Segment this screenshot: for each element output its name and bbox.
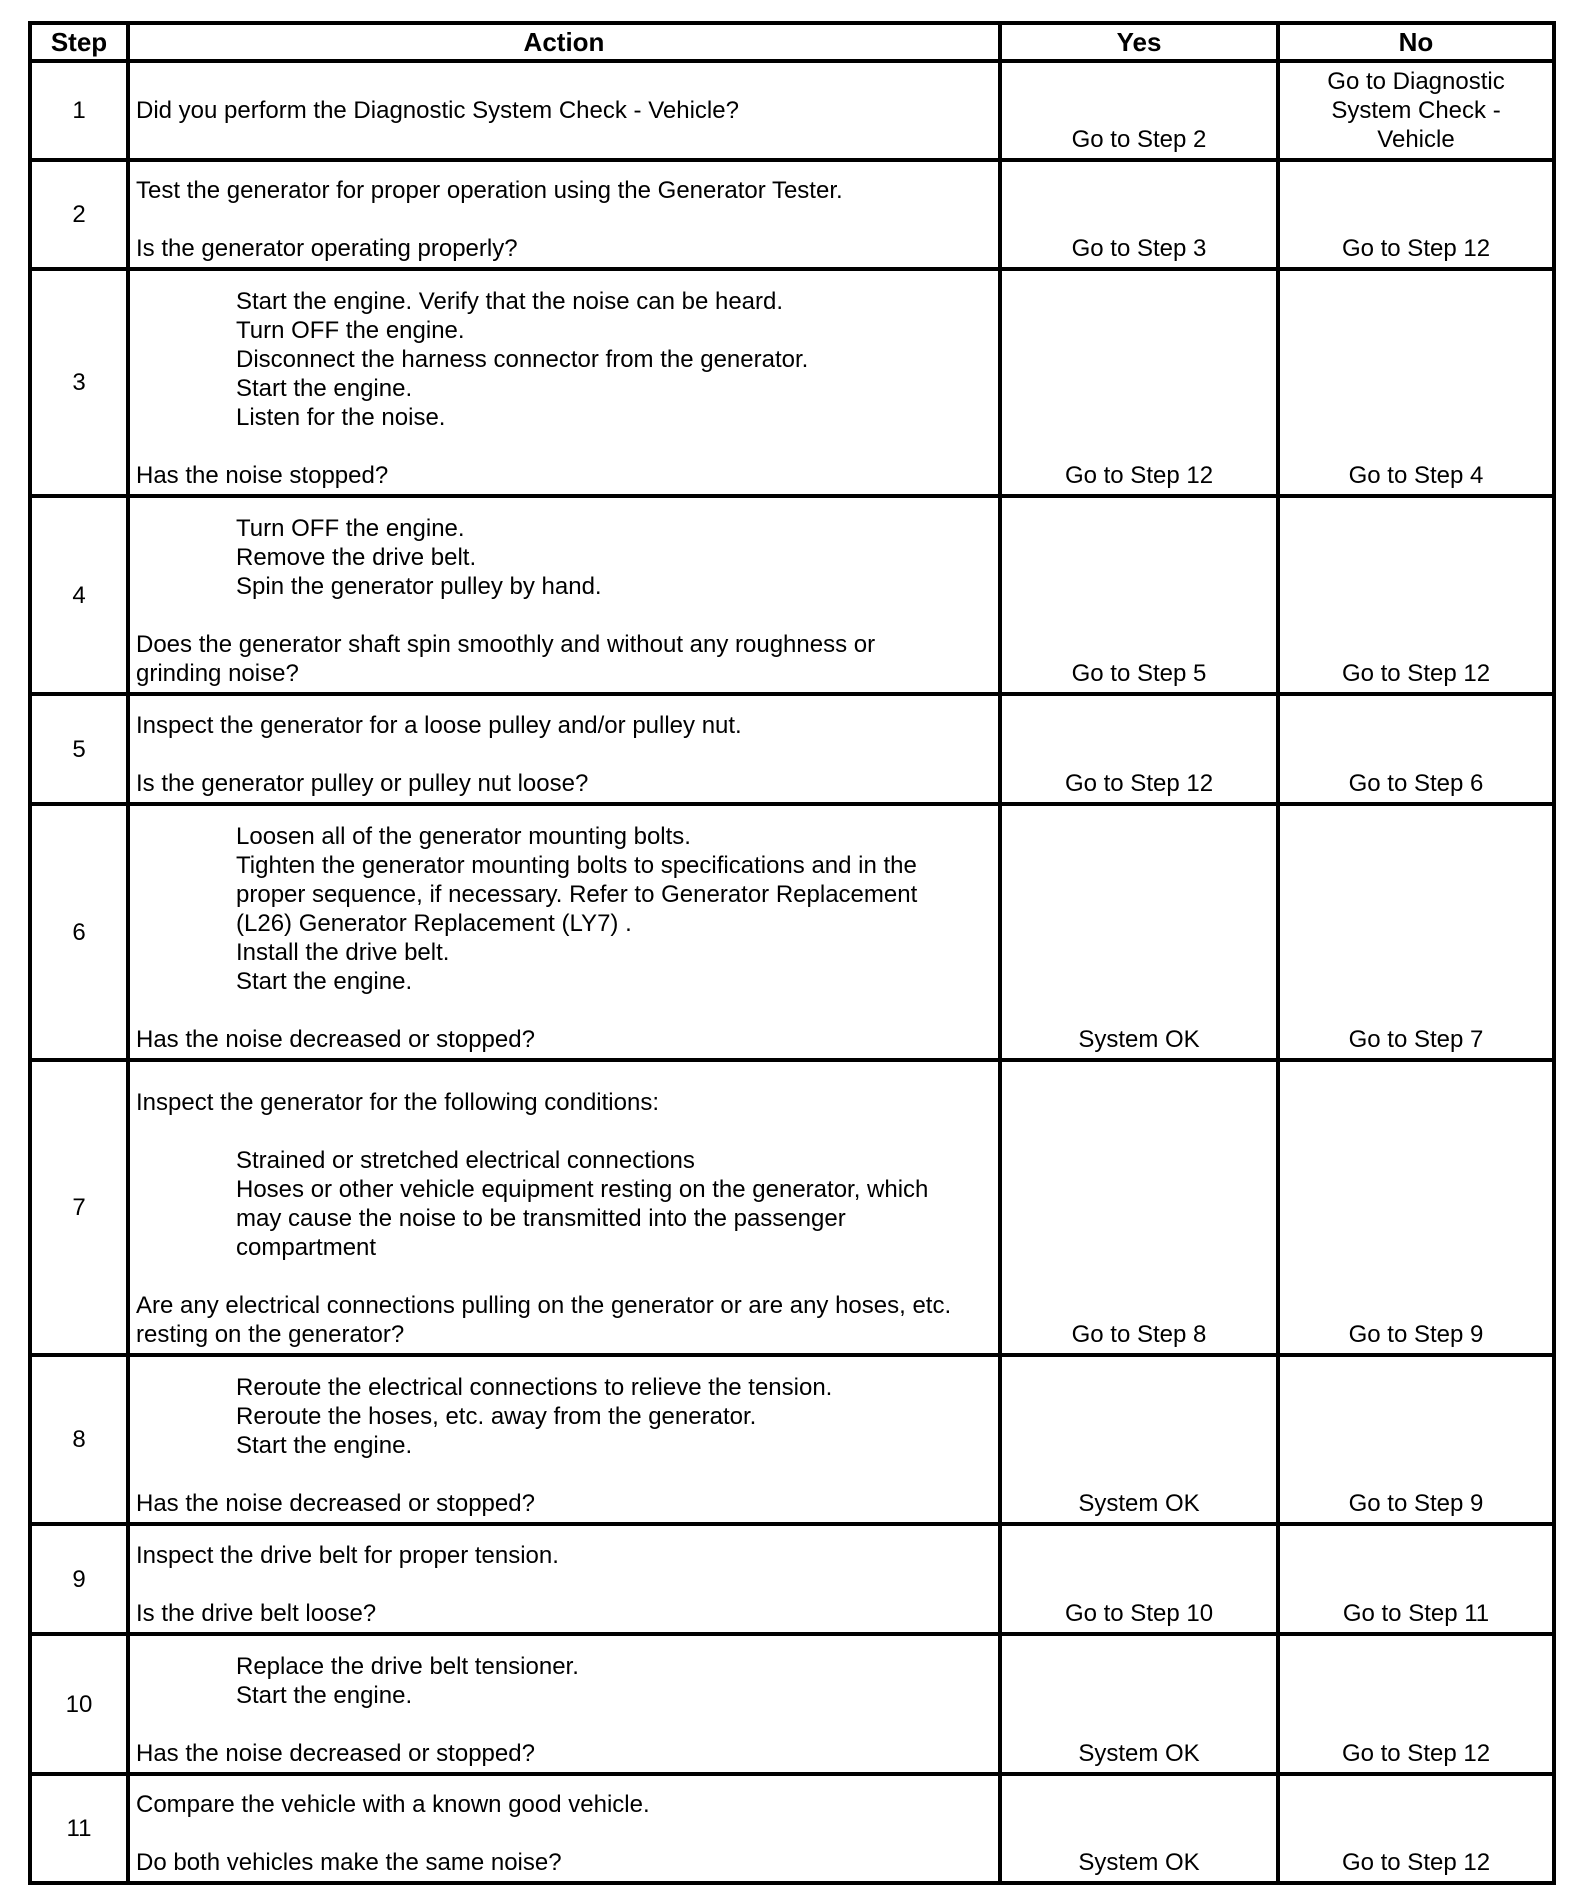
instruction-line: Replace the drive belt tensioner.	[236, 1653, 579, 1680]
yes-cell: System OK	[1000, 1355, 1278, 1524]
header-action: Action	[128, 23, 1000, 61]
yes-cell: System OK	[1000, 804, 1278, 1060]
intro-text: Test the generator for proper operation using the Generator Tester.	[136, 177, 843, 204]
step-number: 8	[30, 1355, 128, 1524]
no-cell: Go to Step 12	[1278, 1634, 1554, 1774]
question-text: Do both vehicles make the same noise?	[136, 1849, 562, 1876]
no-cell: Go to Step 11	[1278, 1524, 1554, 1634]
instruction-line: Remove the drive belt.	[236, 544, 477, 571]
question-text: Has the noise stopped?	[136, 462, 389, 489]
question-text: Has the noise decreased or stopped?	[136, 1026, 535, 1053]
no-line: System Check -	[1331, 97, 1501, 124]
question-text: Is the generator operating properly?	[136, 235, 518, 262]
step-number: 3	[30, 269, 128, 496]
instruction-line: Start the engine.	[236, 1432, 413, 1459]
instruction-line: Reroute the hoses, etc. away from the generator.	[236, 1403, 757, 1430]
intro-text: Compare the vehicle with a known good vehicle.	[136, 1791, 650, 1818]
no-cell: Go to Step 7	[1278, 804, 1554, 1060]
table-row	[30, 804, 1554, 1060]
action-cell	[128, 61, 1000, 160]
no-cell: Go to Step 12	[1278, 496, 1554, 694]
instruction-line: Start the engine.	[236, 968, 413, 995]
intro-text: Inspect the generator for the following conditions:	[136, 1089, 659, 1116]
yes-cell: System OK	[1000, 1634, 1278, 1774]
instruction-line: Reroute the electrical connections to relieve the tension.	[236, 1374, 833, 1401]
question-text: Is the drive belt loose?	[136, 1600, 377, 1627]
step-number: 10	[30, 1634, 128, 1774]
instruction-line: Tighten the generator mounting bolts to specifications and in the	[236, 852, 917, 879]
action-cell	[128, 804, 1000, 1060]
action-cell	[128, 694, 1000, 804]
table-row	[30, 1774, 1554, 1883]
instruction-line: Start the engine.	[236, 375, 413, 402]
question-text: Is the generator pulley or pulley nut loose?	[136, 770, 589, 797]
question-text: resting on the generator?	[136, 1321, 405, 1348]
instruction-line: (L26) Generator Replacement (LY7) .	[236, 910, 632, 937]
yes-cell: Go to Step 8	[1000, 1060, 1278, 1355]
question-text: Does the generator shaft spin smoothly and without any roughness or	[136, 631, 876, 658]
instruction-line: Spin the generator pulley by hand.	[236, 573, 602, 600]
step-number: 4	[30, 496, 128, 694]
action-cell	[128, 1060, 1000, 1355]
question-text: Has the noise decreased or stopped?	[136, 1490, 535, 1517]
step-number: 2	[30, 160, 128, 269]
step-number: 6	[30, 804, 128, 1060]
action-cell	[128, 1774, 1000, 1883]
table-row	[30, 160, 1554, 269]
table-row	[30, 694, 1554, 804]
action-cell	[128, 496, 1000, 694]
action-cell	[128, 1524, 1000, 1634]
question-text: grinding noise?	[136, 660, 299, 687]
instruction-line: Start the engine.	[236, 1682, 413, 1709]
instruction-line: Install the drive belt.	[236, 939, 450, 966]
no-line: Go to Diagnostic	[1327, 68, 1505, 95]
instruction-line: Turn OFF the engine.	[236, 317, 465, 344]
instruction-line: compartment	[236, 1234, 377, 1261]
step-number: 1	[30, 61, 128, 160]
step-number: 11	[30, 1774, 128, 1883]
yes-cell: Go to Step 10	[1000, 1524, 1278, 1634]
instruction-line: Strained or stretched electrical connections	[236, 1147, 695, 1174]
no-cell: Go to Step 9	[1278, 1355, 1554, 1524]
intro-text: Inspect the drive belt for proper tension.	[136, 1542, 559, 1569]
question-text: Are any electrical connections pulling on the generator or are any hoses, etc.	[136, 1292, 952, 1319]
instruction-line: Listen for the noise.	[236, 404, 446, 431]
yes-cell: Go to Step 2	[1000, 61, 1278, 160]
instruction-line: Start the engine. Verify that the noise can be heard.	[236, 288, 784, 315]
yes-cell: Go to Step 12	[1000, 694, 1278, 804]
action-cell	[128, 269, 1000, 496]
step-number: 5	[30, 694, 128, 804]
header-row	[30, 23, 1554, 61]
table-row	[30, 1355, 1554, 1524]
table-row	[30, 1634, 1554, 1774]
header-no: No	[1278, 23, 1554, 61]
table-row	[30, 1524, 1554, 1634]
header-yes: Yes	[1000, 23, 1278, 61]
question-text: Did you perform the Diagnostic System Check - Vehicle?	[136, 97, 739, 124]
no-cell: Go to Step 12	[1278, 1774, 1554, 1883]
instruction-line: Hoses or other vehicle equipment resting on the generator, which	[236, 1176, 929, 1203]
no-cell: Go to Step 12	[1278, 160, 1554, 269]
table-row	[30, 1060, 1554, 1355]
step-number: 9	[30, 1524, 128, 1634]
diagnostic-table	[28, 21, 1556, 1885]
no-line: Vehicle	[1377, 126, 1455, 153]
no-cell: Go to Step 9	[1278, 1060, 1554, 1355]
no-cell: Go to Step 6	[1278, 694, 1554, 804]
no-cell: Go to Step 4	[1278, 269, 1554, 496]
yes-cell: Go to Step 3	[1000, 160, 1278, 269]
yes-cell: Go to Step 5	[1000, 496, 1278, 694]
instruction-line: Turn OFF the engine.	[236, 515, 465, 542]
table-row	[30, 269, 1554, 496]
yes-cell: Go to Step 12	[1000, 269, 1278, 496]
intro-text: Inspect the generator for a loose pulley and/or pulley nut.	[136, 712, 742, 739]
action-cell	[128, 160, 1000, 269]
step-number: 7	[30, 1060, 128, 1355]
instruction-line: proper sequence, if necessary. Refer to Generator Replacement	[236, 881, 918, 908]
yes-cell: System OK	[1000, 1774, 1278, 1883]
instruction-line: Loosen all of the generator mounting bolts.	[236, 823, 691, 850]
action-cell	[128, 1634, 1000, 1774]
header-step: Step	[30, 23, 128, 61]
question-text: Has the noise decreased or stopped?	[136, 1740, 535, 1767]
action-cell	[128, 1355, 1000, 1524]
table-row	[30, 496, 1554, 694]
instruction-line: Disconnect the harness connector from the generator.	[236, 346, 809, 373]
instruction-line: may cause the noise to be transmitted into the passenger	[236, 1205, 846, 1232]
table-row	[30, 61, 1554, 160]
no-cell	[1278, 61, 1554, 160]
